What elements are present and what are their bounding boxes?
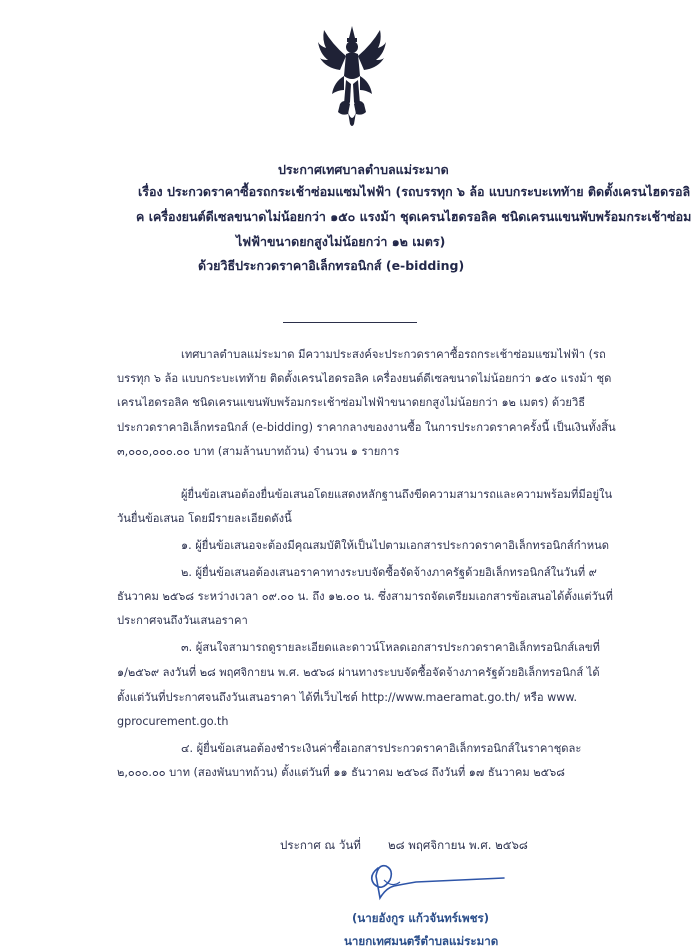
title-divider [283, 322, 417, 323]
signer-name: (นายอังกูร แก้วจันทร์เพชร) [352, 911, 490, 925]
signature-mark [364, 858, 514, 908]
body-line: วันยื่นข้อเสนอ โดยมีรายละเอียดดังนี้ [117, 512, 292, 525]
subject-line-3: ไฟฟ้าขนาดยกสูงไม่น้อยกว่า ๑๒ เมตร) [236, 234, 446, 249]
body-line: ๔. ผู้ยื่นข้อเสนอต้องชำระเงินค่าซื้อเอกสารประกวดราคาอิเล็กทรอนิกส์ในราคาชุดละ [181, 742, 582, 755]
subject-line-2: ค เครื่องยนต์ดีเซลขนาดไม่น้อยกว่า ๑๕๐ แรงม้า ชุดเครนไฮดรอลิค ชนิดเครนแขนพับพร้อมกระเช้าซ่อม [136, 209, 692, 224]
body-line: ๑. ผู้ยื่นข้อเสนอจะต้องมีคุณสมบัติให้เป็นไปตามเอกสารประกวดราคาอิเล็กทรอนิกส์กำหนด [181, 539, 610, 552]
subject-line-4: ด้วยวิธีประกวดราคาอิเล็กทรอนิกส์ (e-bidding) [198, 258, 465, 273]
body-line: ๒. ผู้ยื่นข้อเสนอต้องเสนอราคาทางระบบจัดซื้อจัดจ้างภาครัฐด้วยอิเล็กทรอนิกส์ในวันที่ ๙ [181, 566, 597, 579]
body-line: ผู้ยื่นข้อเสนอต้องยื่นข้อเสนอโดยแสดงหลักฐานถึงขีดความสามารถและความพร้อมที่มีอยู่ใน [181, 488, 613, 501]
body-line: ธันวาคม ๒๕๖๘ ระหว่างเวลา ๐๙.๐๐ น. ถึง ๑๒.๐๐ น. ซึ่งสามารถจัดเตรียมเอกสารข้อเสนอได้ตั้งแต่วันที่ [117, 590, 613, 603]
body-line: เครนไฮดรอลิค ชนิดเครนแขนพับพร้อมกระเช้าซ่อมไฟฟ้าขนาดยกสูงไม่น้อยกว่า ๑๒ เมตร) ด้วยวิธี [117, 396, 586, 409]
body-line: ตั้งแต่วันที่ประกาศจนถึงวันเสนอราคา ได้ที่เว็บไซต์ http://www.maeramat.go.th/ หรือ www. [117, 691, 578, 704]
subject-line-1: เรื่อง ประกวดราคาซื้อรถกระเช้าซ่อมแซมไฟฟ้า (รถบรรทุก ๖ ล้อ แบบกระบะเททัาย ติดตั้งเครนไฮดรอลิ [138, 184, 691, 199]
body-line: เทศบาลตำบลแม่ระมาด มีความประสงค์จะประกวดราคาซื้อรถกระเช้าซ่อมแซมไฟฟ้า (รถ [181, 348, 606, 361]
garuda-emblem-icon [314, 24, 390, 128]
signer-position: นายกเทศมนตรีตำบลแม่ระมาด [344, 934, 499, 948]
body-line: ประกาศจนถึงวันเสนอราคา [117, 614, 248, 627]
announcement-title: ประกาศเทศบาลตำบลแม่ระมาด [278, 162, 449, 177]
body-line: gprocurement.go.th [117, 715, 229, 728]
body-line: ประกวดราคาอิเล็กทรอนิกส์ (e-bidding) ราคากลางของงานซื้อ ในการประกวดราคาครั้งนี้ เป็นเงินทั้งสิ้น [117, 421, 616, 434]
body-line: ๑/๒๕๖๙ ลงวันที่ ๒๘ พฤศจิกายน พ.ศ. ๒๕๖๘ ผ่านทางระบบจัดซื้อจัดจ้างภาครัฐด้วยอิเล็กทรอนิกส์ ได้ [117, 666, 600, 679]
body-line: ๓. ผู้สนใจสามารถดูรายละเอียดและดาวน์โหลดเอกสารประกวดราคาอิเล็กทรอนิกส์เลขที่ [181, 641, 600, 654]
body-line: บรรทุก ๖ ล้อ แบบกระบะเททัาย ติดตั้งเครนไฮดรอลิค เครื่องยนต์ดีเซลขนาดไม่น้อยกว่า ๑๕๐ แรงม้า ชุด [117, 372, 612, 385]
body-line: ๓,๐๐๐,๐๐๐.๐๐ บาท (สามล้านบาทถ้วน) จำนวน ๑ รายการ [117, 445, 400, 458]
announce-label: ประกาศ ณ วันที่ [280, 838, 361, 852]
body-line: ๒,๐๐๐.๐๐ บาท (สองพันบาทถ้วน) ตั้งแต่วันที่ ๑๑ ธันวาคม ๒๕๖๘ ถึงวันที่ ๑๗ ธันวาคม ๒๕๖๘ [117, 766, 565, 779]
announce-date: ๒๘ พฤศจิกายน พ.ศ. ๒๕๖๘ [388, 838, 528, 852]
